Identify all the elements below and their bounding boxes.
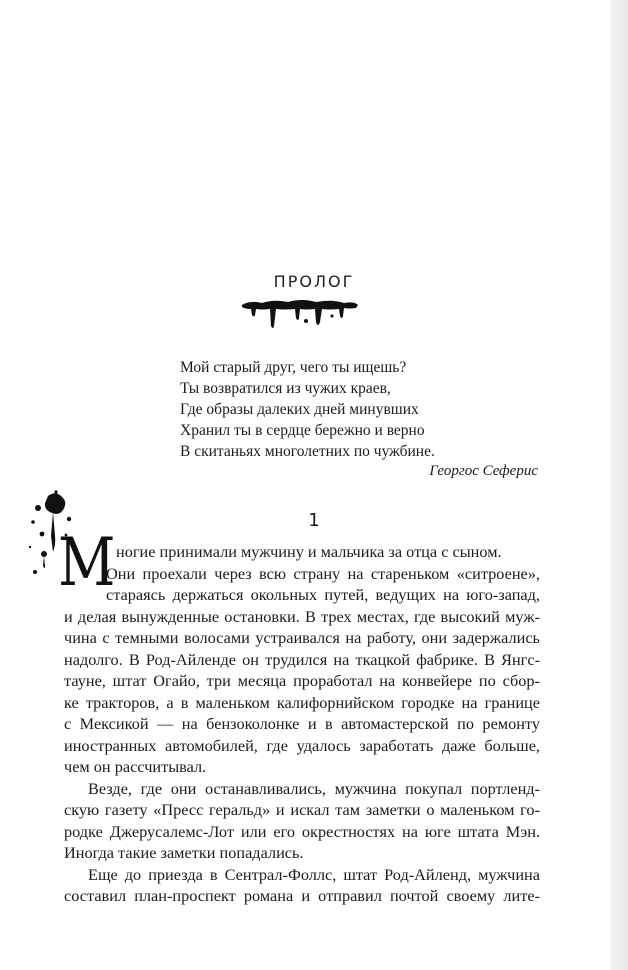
text-line: тауне, штат Огайо, три месяца проработал на конвейере по сбор-	[64, 671, 540, 690]
text-line: ке тракторов, а в маленьком калифорнийском городке на границе	[64, 692, 540, 712]
epigraph-line: Ты возвратился из чужих краев,	[180, 380, 391, 397]
text-line: Иногда такие заметки попадались.	[64, 843, 304, 862]
text-line: чина с темными волосами устраивался на работу, они задержались	[64, 628, 540, 647]
text-line: стараясь держаться окольных путей, ведущих на юго-запад,	[106, 585, 540, 604]
epigraph-line: Где образы далеких дней минувших	[180, 401, 419, 418]
text-line: Они проехали через всю страну на стареньком «ситроене»,	[106, 563, 540, 583]
page-edge-shadow	[610, 0, 628, 970]
text-line: скую газету «Пресс геральд» и искал там заметки о маленьком го-	[64, 800, 540, 819]
text-line: чем он рассчитывал.	[64, 757, 207, 776]
text-line: ногие принимали мужчину и мальчика за отца с сыном.	[116, 542, 502, 561]
text-line: Еще до приезда в Сентрал-Фоллс, штат Род-Айленд, мужчина	[88, 864, 540, 884]
text-line: надолго. В Род-Айленде он трудился на ткацкой фабрике. В Янгс-	[64, 649, 540, 669]
epigraph-line: В скитаньях многолетних по чужбине.	[180, 443, 435, 460]
ink-drip-ornament	[240, 296, 360, 330]
epigraph-line: Хранил ты в сердце бережно и верно	[180, 422, 425, 439]
text-line: родке Джерусалемс-Лот или его окрестностях на юге штата Мэн.	[64, 821, 540, 841]
text-line: Везде, где они останавливались, мужчина покупал портленд-	[88, 778, 540, 798]
text-line: и делая вынужденные остановки. В трех местах, где высокий муж-	[64, 606, 540, 626]
epigraph-author: Георгос Сеферис	[429, 463, 538, 479]
prologue-title: ПРОЛОГ	[273, 272, 355, 291]
text-line: с Мексикой — на бензоколонке и в автомастерской по ремонту	[64, 714, 540, 733]
epigraph	[180, 357, 540, 462]
epigraph-line: Мой старый друг, чего ты ищешь?	[180, 359, 407, 376]
text-line: иностранных автомобилей, где удалось заработать даже больше,	[64, 735, 540, 755]
text-line: составил план-проспект романа и отправил почтой своему лите-	[64, 886, 540, 905]
chapter-text	[64, 541, 540, 907]
drop-cap: М	[58, 524, 116, 601]
chapter-number: 1	[308, 510, 320, 531]
